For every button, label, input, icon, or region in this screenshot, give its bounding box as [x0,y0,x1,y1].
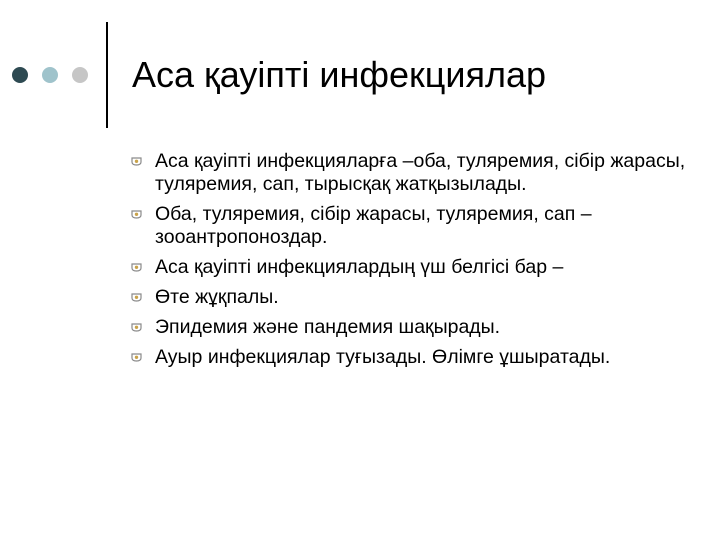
target-bullet-icon [131,210,142,219]
title-divider [106,22,108,128]
bullet-item [128,286,688,309]
target-bullet-icon [131,323,142,332]
bullet-item [128,346,688,369]
decor-dot-gray [72,67,88,83]
target-bullet-icon [131,353,142,362]
target-bullet-icon [131,263,142,272]
bullet-text: Аса қауіпті инфекцияларға –оба, туляремия, сібір жарасы, туляремия, сап, тырысқақ жатқызылады. [155,150,686,195]
bullet-text: Өте жұқпалы. [155,286,279,308]
bullet-list [128,150,688,376]
slide-title: Аса қауіпті инфекциялар [132,54,547,95]
bullet-text: Аса қауіпті инфекциялардың үш белгісі бар – [155,256,564,278]
target-bullet-icon [131,157,142,166]
decor-dot-light-blue [42,67,58,83]
bullet-item [128,203,688,249]
bullet-item [128,316,688,339]
bullet-text: Оба, туляремия, сібір жарасы, туляремия, сап – зооантропоноздар. [155,203,592,248]
bullet-item [128,256,688,279]
bullet-text: Ауыр инфекциялар туғызады. Өлімге ұшыратады. [155,346,611,368]
target-bullet-icon [131,293,142,302]
bullet-item [128,150,688,196]
decor-dot-dark [12,67,28,83]
bullet-text: Эпидемия және пандемия шақырады. [155,316,501,338]
